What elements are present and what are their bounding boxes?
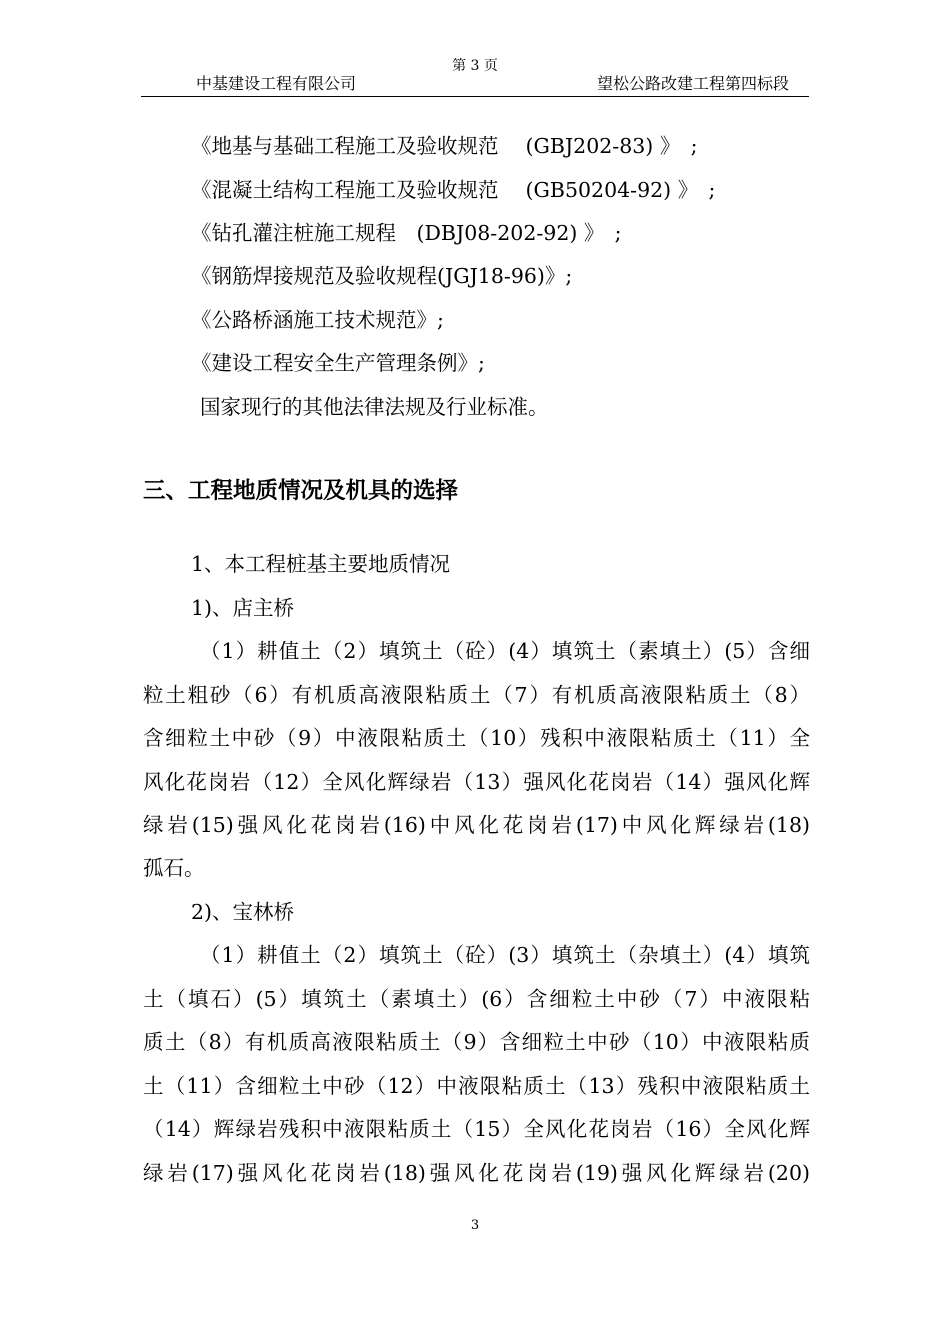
paragraph-line: （1）耕值土（2）填筑土（砼）(4）填筑土（素填土）(5）含细 xyxy=(200,639,810,663)
header-company: 中基建设工程有限公司 xyxy=(196,74,357,93)
paragraph-line: 含细粒土中砂（9）中液限粘质土（10）残积中液限粘质土（11）全 xyxy=(143,726,810,750)
paragraph-line: 质土（8）有机质高液限粘质土（9）含细粒土中砂（10）中液限粘质 xyxy=(143,1030,810,1054)
reference-item: 《地基与基础工程施工及验收规范 (GBJ202-83) 》 ; xyxy=(191,134,698,158)
paragraph-line: 绿岩(15)强风化花岗岩(16)中风化花岗岩(17)中风化辉绿岩(18) xyxy=(143,813,810,837)
paragraph-line: 孤石。 xyxy=(143,856,205,880)
paragraph-line: 土（11）含细粒土中砂（12）中液限粘质土（13）残积中液限粘质土 xyxy=(143,1074,810,1098)
bridge-title: 1)、店主桥 xyxy=(191,596,295,620)
bridge-title: 2)、宝林桥 xyxy=(191,900,295,924)
footer-page-number: 3 xyxy=(470,1218,480,1233)
paragraph-line: 绿岩(17)强风化花岗岩(18)强风化花岗岩(19)强风化辉绿岩(20) xyxy=(143,1161,810,1185)
header-page-label: 第 3 页 xyxy=(452,58,498,74)
reference-item: 《公路桥涵施工技术规范》; xyxy=(191,308,444,332)
reference-item: 《混凝土结构工程施工及验收规范 (GB50204-92) 》 ; xyxy=(191,178,716,202)
reference-item: 国家现行的其他法律法规及行业标准。 xyxy=(200,395,549,419)
paragraph-line: （14）辉绿岩残积中液限粘质土（15）全风化花岗岩（16）全风化辉 xyxy=(143,1117,810,1141)
reference-item: 《钻孔灌注桩施工规程 (DBJ08-202-92) 》 ; xyxy=(191,221,622,245)
header-project: 望松公路改建工程第四标段 xyxy=(597,74,790,93)
paragraph-line: 粒土粗砂（6）有机质高液限粘质土（7）有机质高液限粘质土（8） xyxy=(143,683,810,707)
paragraph-line: 土（填石）(5）填筑土（素填土）(6）含细粒土中砂（7）中液限粘 xyxy=(143,987,810,1011)
paragraph-line: （1）耕值土（2）填筑土（砼）(3）填筑土（杂填土）(4）填筑 xyxy=(200,943,810,967)
reference-item: 《建设工程安全生产管理条例》; xyxy=(191,351,485,375)
reference-item: 《钢筋焊接规范及验收规程(JGJ18-96)》; xyxy=(191,264,573,288)
section-heading: 三、工程地质情况及机具的选择 xyxy=(143,478,459,504)
paragraph-line: 风化花岗岩（12）全风化辉绿岩（13）强风化花岗岩（14）强风化辉 xyxy=(143,770,810,794)
header-rule xyxy=(141,96,809,97)
subsection-title: 1、本工程桩基主要地质情况 xyxy=(191,552,451,576)
